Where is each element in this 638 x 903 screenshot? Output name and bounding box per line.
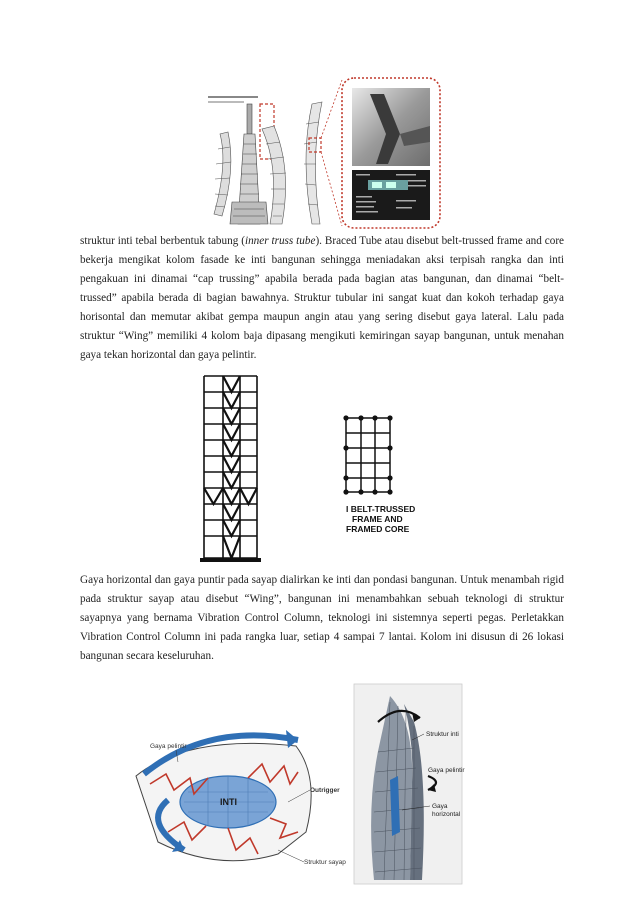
paragraph-braced-tube xyxy=(80,232,564,365)
caption-line-3: FRAMED CORE xyxy=(346,524,410,534)
label-gaya-horizontal-line-2: horizontal xyxy=(432,811,461,818)
label-inti: INTI xyxy=(220,797,237,807)
figure-belt-trussed-frame xyxy=(200,372,440,562)
label-gaya-pelintir-right: Gaya pelintir xyxy=(428,767,465,774)
paragraph-1-lead: struktur inti tebal berbentuk tabung ( xyxy=(80,235,245,247)
paragraph-vibration-control: Gaya horizontal dan gaya puntir pada sayap dialirkan ke inti dan pondasi bangunan. Untuk menambah rigid pada struktur sayap atau disebut “Wing”, bangunan ini menambahkan sebuah teknologi di struktur sayapnya yang bernama Vibration Control Column, teknologi ini sistemnya seperti pegas. Perletakkan Vibration Control Column ini pada rangka luar, setiap 4 sampai 7 lantai. Kolom ini disusun di 26 lokasi bangunan secara keseluruhan. xyxy=(80,574,564,662)
paragraph-1-body: ). Braced Tube atau disebut belt-trussed frame and core bekerja mengikat kolom fasade ke inti bangunan sehingga meniadakan aksi terpisah rangka dan inti pengakuan ini dinamai “cap trussing” apabila berada pada bagian atas bangunan, dan dinamai “belt-trussed” apabila berada di bagian bawahnya. Struktur tubular ini sangat kuat dan kokoh terhadap gaya horisontal dan memutar akibat gempa maupun angin atau yang sering disebut gaya lateral. Lalu pada struktur “Wing” memiliki 4 kolom baja dipasang mengikuti kemiringan sayap bangunan, untuk menahan gaya tekan horizontal dan gaya pelintir. xyxy=(80,235,565,361)
figure-wing-outrigger xyxy=(128,682,468,887)
label-struktur-sayap: Struktur sayap xyxy=(304,859,346,866)
caption-line-1: I BELT-TRUSSED xyxy=(346,504,416,514)
label-struktur-inti: Struktur inti xyxy=(426,731,459,738)
paragraph-1-italic-term: inner truss tube xyxy=(244,235,316,247)
figure-tower-structure xyxy=(200,74,445,232)
caption-line-2: FRAME AND xyxy=(352,514,403,524)
label-gaya-horizontal-line-1: Gaya xyxy=(432,803,448,810)
label-outrigger: Outrigger xyxy=(310,787,340,794)
label-gaya-pelintir-left: Gaya pelintir xyxy=(150,743,187,750)
